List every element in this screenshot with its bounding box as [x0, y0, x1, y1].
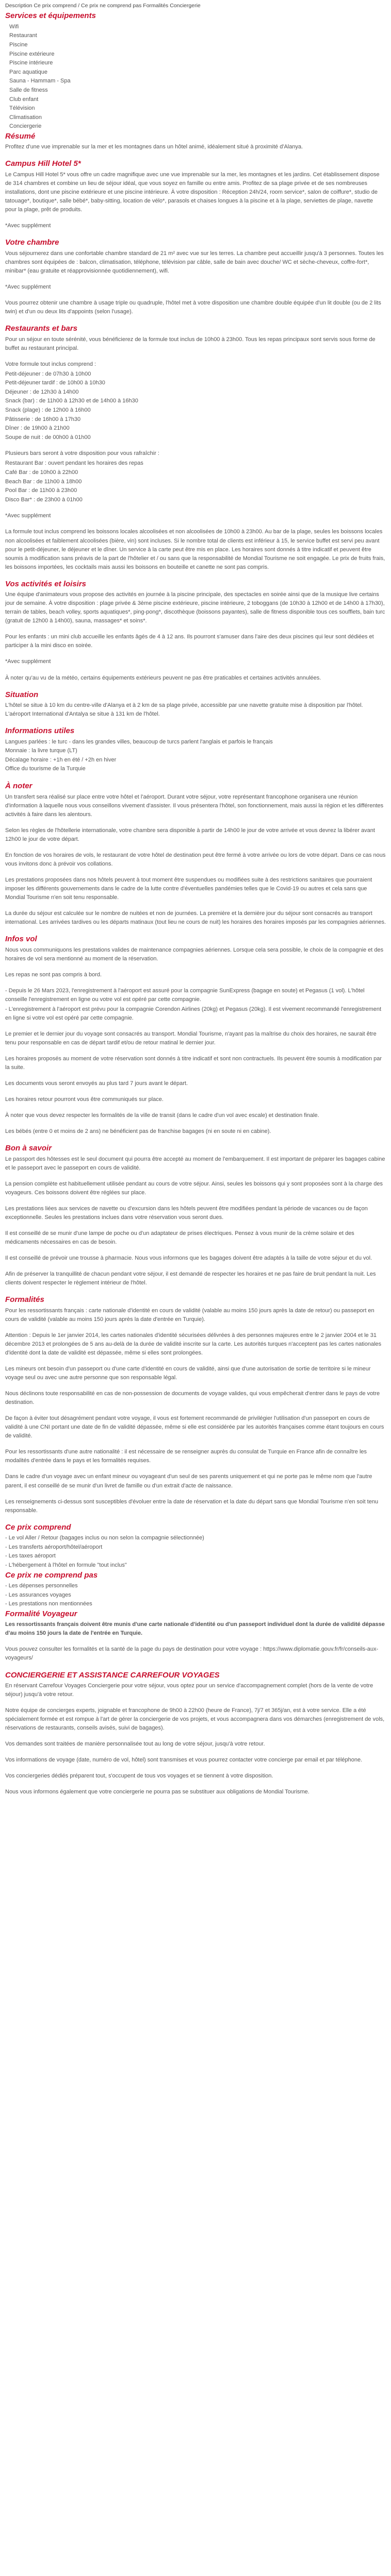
list-item: Pâtisserie : de 16h00 à 17h30 [5, 416, 81, 422]
list-item: - Les transferts aéroport/hôtel/aéroport [5, 1544, 103, 1550]
good-to-know-title: Bon à savoir [5, 1144, 52, 1153]
schedule-text: Les horaires proposés au moment de votre réservation sont donnés à titre indicatif et sont non contractuels. Ils peuvent être soumis à modification par la suite. [5, 1056, 382, 1071]
formula-subtitle: Votre formule tout inclus comprend : [5, 361, 96, 367]
meal-hours-list [5, 370, 386, 443]
formalities-text: Pour les ressortissants d'une autre nationalité : il est nécessaire de se renseigner auprès du consulat de Turquie en France afin de connaître les modalités d'entrée dans le pays et les formalités requises. [5, 1449, 367, 1464]
transfer-text: Un transfert sera réalisé sur place entre votre hôtel et l'aéroport. Durant votre séjour, votre représentant francophone organisera une réunion d'information à laquelle nous vous conseillons vivement d'assister. Il vous présentera l'hôtel, son fonctionnement, mais aussi la région et les différentes activités à faire dans les alentours. [5, 793, 384, 818]
restaurant-closed-text: En fonction de vos horaires de vols, le restaurant de votre hôtel de destination peut être fermé à votre arrivée ou lors de votre départ. Dans ce cas nous vous invitons donc à prévoir vos collations. [5, 852, 386, 867]
resume-text: Profitez d'une vue imprenable sur la mer et les montagnes dans un hôtel animé, idéalement situé à proximité d'Alanya. [5, 144, 303, 150]
all-inclusive-details: La formule tout inclus comprend les boissons locales alcoolisées et non alcoolisées de 10h00 à 23h00. Au bar de la plage, seules les boissons locales non alcoolisées et faiblement alcoolisées (bière, vin) sont incluses. Si le nombre total de clients est inférieur à 15, le service buffet est servi peu avant pour le petit-déjeuner, le déjeuner et le dîner. Un service à la carte peut être mis en place. Les horaires sont donnés à titre indicatif et peuvent être soumis à modification sans préavis de la part de l'hôtelier et / ou sans que la responsabilité de Mondial Tourisme ne soit engagée. Le prix de fruits frais, les boissons importées, les cocktails mais aussi les boissons en bouteille et canette ne sont pas compris. [5, 529, 385, 570]
notice-title: À noter [5, 782, 32, 791]
transport-day-text: Le premier et le dernier jour du voyage sont consacrés au transport. Mondial Tourisme, n'ayant pas la maîtrise du choix des horaires, ne saurait être tenu pour responsable en cas de départ tardif et/ou de retour matinal le dernier jour. [5, 1030, 377, 1046]
list-item: Beach Bar : de 11h00 à 18h00 [5, 478, 82, 485]
concierge-text: Vos informations de voyage (date, numéro de vol, hôtel) sont transmises et vous pourrez contacter votre concierge par email et par téléphone. [5, 1757, 363, 1764]
concierge-text: Nous vous informons également que votre conciergerie ne pourra pas se substituer aux obligations de Mondial Tourisme. [5, 1789, 309, 1795]
baby-baggage-text: Les bébés (entre 0 et moins de 2 ans) ne bénéficient pas de franchise bagages (ni en soute ni en cabine). [5, 1128, 271, 1135]
list-item: Pool Bar : de 11h00 à 23h00 [5, 487, 77, 494]
good-to-know-text: Le passport des hôtesses est le seul document qui pourra être accepté au moment de l'embarquement. Il est important de préparer les bagages cabine et le passeport avec le passeport en cours de validité. [5, 1156, 385, 1171]
supplement-note: *Avec supplément [5, 513, 51, 519]
list-item: Wifi [9, 23, 19, 30]
concierge-title: CONCIERGERIE ET ASSISTANCE CARREFOUR VOYAGES [5, 1670, 220, 1680]
good-to-know-text: Afin de préserver la tranquillité de chacun pendant votre séjour, il est demandé de respecter les horaires et ne pas faire de bruit pendant la nuit. Les clients doivent respecter le règlement intérieur de l'hôtel. [5, 1271, 376, 1286]
traveler-formalities-text: Les ressortissants français doivent être munis d'une carte nationale d'identité ou d'un passeport individuel dont la durée de validité dépasse d'au moins 150 jours la date de l'entrée en Turquie. [5, 1621, 385, 1637]
kids-club-text: Pour les enfants : un mini club accueille les enfants âgés de 4 à 12 ans. Ils pourront s'amuser dans l'aire des deux piscines qui leur sont dédiées et participer à la mini disco en soirée. [5, 634, 374, 649]
concierge-text: En réservant Carrefour Voyages Conciergerie pour votre séjour, vous optez pour un service d'accompagnement complet (hors de la vente de votre séjour) jusqu'à votre retour. [5, 1683, 373, 1698]
formalities-text: De façon à éviter tout désagrément pendant votre voyage, il vous est fortement recommandé de privilégier l'utilisation d'un passeport en cours de validité à une CNI portant une date de fin de validité dépassée, même si elle est considérée par les autorités françaises comme étant toujours en cours de validité. [5, 1415, 384, 1439]
list-item: - Les assurances voyages [5, 1591, 71, 1598]
list-item: Piscine [9, 41, 28, 48]
list-item: Club enfant [9, 96, 39, 103]
activities-title: Vos activités et loisirs [5, 579, 87, 588]
formalities-text: Nous déclinons toute responsabilité en cas de non-possession de documents de voyage valides, qui vous empêcherait d'entrer dans le pays de votre destination. [5, 1391, 380, 1406]
list-item: Conciergerie [9, 123, 42, 130]
list-item: - Les dépenses personnelles [5, 1583, 78, 1589]
good-to-know-text: Il est conseillé de prévoir une trousse à pharmacie. Nous vous informons que les bagages doivent être adaptés à la taille de votre séjour et du vol. [5, 1255, 372, 1262]
weather-note: À noter qu'au vu de la météo, certains équipements extérieurs peuvent ne pas être praticables et certaines activités annulées. [5, 674, 321, 681]
activities-text: Une équipe d'animateurs vous propose des activités en journée à la piscine principale, des spectacles en soirée ainsi que de la musique live certains jour de semaine. À votre disposition : plage privée & 3ème piscine extérieure, piscine intérieure, 2 toboggans (de 10h30 à 12h00 et de 14h00 à 17h30), terrain de tables, beach volley, sports aquatiques*, ping-pong*, discothèque (boissons payantes), salle de fitness disponible tous ces soufflets, bain turc (gratuit de 12h00 à 14h00), sauna, massages* et soins*. [5, 591, 385, 624]
checkin-text: Selon les règles de l'hôtellerie internationale, votre chambre sera disponible à partir de 14h00 le jour de votre arrivée et vous devrez la libérer avant 12h00 le jour de votre départ. [5, 827, 375, 842]
formalities-text: Dans le cadre d'un voyage avec un enfant mineur ou voyageant d'un seul de ses parents uniquement et qui ne porte pas le même nom que l'autre parent, il est conseillé de se munir d'un livret de famille ou d'un extrait d'acte de naissance. [5, 1473, 372, 1489]
good-to-know-text: La pension complète est habituellement utilisée pendant au cours de votre séjour. Ainsi, seules les boissons qui y sont proposées sont à la charge des voyageurs. Ces boissons doivent être réglées sur place. [5, 1180, 383, 1196]
list-item: Petit-déjeuner tardif : de 10h00 à 10h30 [5, 380, 105, 386]
resume-title: Résumé [5, 131, 36, 141]
concierge-text: Vos conciergeries dédiés préparent tout, s'occupent de tous vos voyages et se tiennent à votre disposition. [5, 1773, 273, 1780]
list-item: Décalage horaire : +1h en été / +2h en hiver [5, 756, 117, 763]
flight-info-title: Infos vol [5, 935, 37, 944]
bars-subtitle: Plusieurs bars seront à votre disposition pour vous rafraîchir : [5, 450, 159, 457]
price-excludes-list [5, 1582, 386, 1609]
list-item: Piscine intérieure [9, 60, 53, 66]
list-item: - Les taxes aéroport [5, 1553, 56, 1560]
documents-text: Les documents vous seront envoyés au plus tard 7 jours avant le départ. [5, 1080, 188, 1087]
list-item: Disco Bar* : de 23h00 à 01h00 [5, 496, 83, 503]
list-item: Soupe de nuit : de 00h00 à 01h00 [5, 434, 91, 440]
formalities-text: Pour les ressortissants français : carte nationale d'identité en cours de validité (valable au moins 150 jours après la date de retour) ou passeport en cours de validité (valable au moins 150 jours après la date d'entrée en Turquie). [5, 1307, 374, 1323]
list-item: Salle de fitness [9, 87, 48, 93]
hotel-description: Le Campus Hill Hotel 5* vous offre un cadre magnifique avec une vue imprenable sur la mer, les montagnes et les jardins. Cet établissement dispose de 314 chambres et combine un lieu de séjour idéal, que vous soyez en famille ou entre amis. Profitez de sa plage privée et de ses nombreuses installations, dont une piscine extérieure et une piscine intérieure. À votre disposition : Réception 24h/24, room service*, salon de coiffure*, studio de tatouage*, boutique*, salle bébé*, baby-sitting, location de vélo*, parasols et chaises longues à la piscine et à la plage, serviettes de plage, navette pour la plage, prêt de produits. [5, 171, 380, 213]
return-schedule-text: Les horaires retour pourront vous être communiqués sur place. [5, 1096, 164, 1103]
list-item: - L'hébergement à l'hôtel en formule "tout inclus" [5, 1562, 127, 1568]
supplement-note: *Avec supplément [5, 223, 51, 229]
list-item: Snack (bar) : de 11h00 à 12h30 et de 14h00 à 16h30 [5, 398, 138, 404]
concierge-text: Notre équipe de concierges experts, joignable et francophone de 9h00 à 22h00 (heure de France), 7j/7 et 365j/an, est à votre service. Elle a été spécialement formée et est rompue à l'art de gérer la conciergerie de vos projets, et vous accompagnera dans vos démarches (enregistrement de vols, réservations de restaurants, conseils avisés, suivi de bagages). [5, 1707, 385, 1732]
list-item: Restaurant Bar : ouvert pendant les horaires des repas [5, 460, 143, 467]
room-title: Votre chambre [5, 238, 59, 247]
covid-text: Les prestations proposées dans nos hôtels peuvent à tout moment être suspendues ou modifiées suite à des restrictions sanitaires que pourraient imposer les différents gouvernements dans le cadre de la lutte contre d'éventuelles pandémies telles que le Covid-19 ou autres et cela sans que Mondial Tourisme n'en soit tenu responsable. [5, 876, 372, 901]
price-excludes-title: Ce prix ne comprend pas [5, 1570, 98, 1580]
traveler-formalities-title: Formalité Voyageur [5, 1609, 77, 1618]
list-item: Sauna - Hammam - Spa [9, 78, 71, 84]
list-item: Climatisation [9, 114, 42, 121]
hotel-title: Campus Hill Hotel 5* [5, 159, 81, 168]
list-item: Monnaie : la livre turque (LT) [5, 748, 77, 754]
services-list [5, 23, 386, 131]
list-item: Déjeuner : de 12h30 à 14h00 [5, 388, 79, 395]
list-item: Petit-déjeuner : de 07h30 à 10h00 [5, 370, 91, 377]
list-item: Parc aquatique [9, 69, 47, 75]
formalities-text: Les renseignements ci-dessus sont susceptibles d'évoluer entre la date de réservation et la date du départ sans que Mondial Tourisme n'en soit tenu responsable. [5, 1498, 379, 1514]
good-to-know-text: Les prestations liées aux services de navette ou d'excursion dans les hôtels peuvent être modifiées pendant la période de vacances ou de façon exceptionnelle. Seules les prestations inclues dans votre réservation vous seront dues. [5, 1205, 368, 1221]
transit-text: À noter que vous devez respecter les formalités de la ville de transit (dans le cadre d'un vol avec escale) et destination finale. [5, 1112, 319, 1119]
list-item: Café Bar : de 10h00 à 22h00 [5, 469, 78, 476]
list-item: Snack (plage) : de 12h00 à 16h00 [5, 407, 91, 414]
room-occupancy: Vous pourrez obtenir une chambre à usage triple ou quadruple, l'hôtel met à votre disposition une chambre double équipée d'un lit double (ou de 2 lits twin) et d'un ou deux lits d'appoints (selon l'usage). [5, 299, 381, 315]
price-includes-list [5, 1534, 386, 1570]
restaurants-title: Restaurants et bars [5, 324, 78, 333]
restaurants-intro: Pour un séjour en toute sérénité, vous bénéficierez de la formule tout inclus de 10h00 à 23h00. Tous les repas principaux sont servis sous forme de buffet au restaurant principal. [5, 336, 376, 351]
good-to-know-text: Il est conseillé de se munir d'une lampe de poche ou d'un adaptateur de prises électriques. Pensez à vous munir de la crème solaire et des médicaments nécessaires en cas de besoin. [5, 1230, 354, 1246]
supplement-note: *Avec supplément [5, 283, 51, 290]
location-title: Situation [5, 690, 39, 699]
room-description: Vous séjournerez dans une confortable chambre standard de 21 m² avec vue sur les terres. La chambre peut accueillir jusqu'à 3 personnes. Toutes les chambres sont équipées de : balcon, climatisation, téléphone, télévision par câble, salle de bain avec douche/ WC et sèche-cheveux, coffre-fort*, minibar* (eau gratuite et réapprovisionnée quotidiennement), wifi. [5, 250, 384, 274]
checkin-line: - Depuis le 26 Mars 2023, l'enregistrement à l'aéroport est assuré pour la compagnie SunExpress (bagage en soute) et Pegasus (1 vol). L'hôtel conseille l'enregistrement en ligne ou votre vol est opéré par cette compagnie. [5, 987, 365, 1003]
list-item: Office du tourisme de la Turquie [5, 766, 86, 772]
list-item: Restaurant [9, 32, 37, 39]
useful-info-title: Informations utiles [5, 726, 75, 736]
checkin-line: - L'enregistrement à l'aéroport est prévu pour la compagnie Corendon Airlines (20kg) et Pegasus (20kg). Il est vivement recommandé l'enregistrement en ligne si votre vol est opéré par cette compagnie. [5, 1006, 381, 1021]
bars-list [5, 459, 386, 504]
traveler-formalities-link: Vous pouvez consulter les formalités et la santé de la page du pays de destination pour votre voyage : https://www.diplomatie.gouv.fr/fr/conseils-aux-voyageurs/ [5, 1646, 379, 1662]
useful-info-list [5, 738, 386, 774]
supplement-note: *Avec supplément [5, 658, 51, 665]
formalities-text: Les mineurs ont besoin d'un passeport ou d'une carte d'identité en cours de validité, ainsi que d'une autorisation de sortie de territoire si le mineur voyage seul ou avec une autre personne que son responsable légal. [5, 1366, 371, 1381]
formalities-text: Attention : Depuis le 1er janvier 2014, les cartes nationales d'identité sécurisées délivrées à des personnes majeures entre le 2 janvier 2004 et le 31 décembre 2013 et prolongées de 5 ans au-delà de la durée de validité inscrite sur la carte. Les autorités turques n'acceptent pas les cartes nationales d'identité dont la date de validité est dépassée, même si elles sont prolongées. [5, 1332, 382, 1356]
list-item: - Le vol Aller / Retour (bagages inclus ou non selon la compagnie sélectionnée) [5, 1535, 204, 1541]
list-item: Langues parlées : le turc - dans les grandes villes, beaucoup de turcs parlent l'anglais et parfois le français [5, 738, 273, 745]
breadcrumb: Description Ce prix comprend / Ce prix ne comprend pas Formalités Conciergerie [5, 3, 201, 9]
list-item: Télévision [9, 105, 35, 112]
price-includes-title: Ce prix comprend [5, 1522, 71, 1532]
location-text: L'hôtel se situe à 10 km du centre-ville d'Alanya et à 2 km de sa plage privée, accessible par une navette gratuite mise à disposition par l'hôtel. L'aéroport International d'Antalya se situe à 131 km de l'hôtel. [5, 702, 363, 718]
flight-text: Nous vous communiquons les prestations valides de maintenance compagnies aériennes. Lorsque cela sera possible, le choix de la compagnie et des horaires de vol sera mentionné au moment de la réservation. [5, 946, 384, 962]
concierge-text: Vos demandes sont traitées de manière personnalisée tout au long de votre séjour, jusqu'à votre retour. [5, 1741, 265, 1748]
meals-onboard-text: Les repas ne sont pas compris à bord. [5, 971, 102, 978]
stay-duration-text: La durée du séjour est calculée sur le nombre de nuitées et non de journées. La première et la dernière jour du séjour sont consacrés au transport international. Les arrivées tardives ou les départs matinaux (tout lieu ne cours de nuit) les horaires des horaires imposés par les compagnies aériennes. [5, 910, 386, 926]
list-item: Dîner : de 19h00 à 21h00 [5, 425, 70, 432]
list-item: Piscine extérieure [9, 50, 55, 57]
list-item: - Les prestations non mentionnées [5, 1601, 92, 1607]
formalities-title: Formalités [5, 1295, 44, 1304]
services-title: Services et équipements [5, 11, 96, 21]
